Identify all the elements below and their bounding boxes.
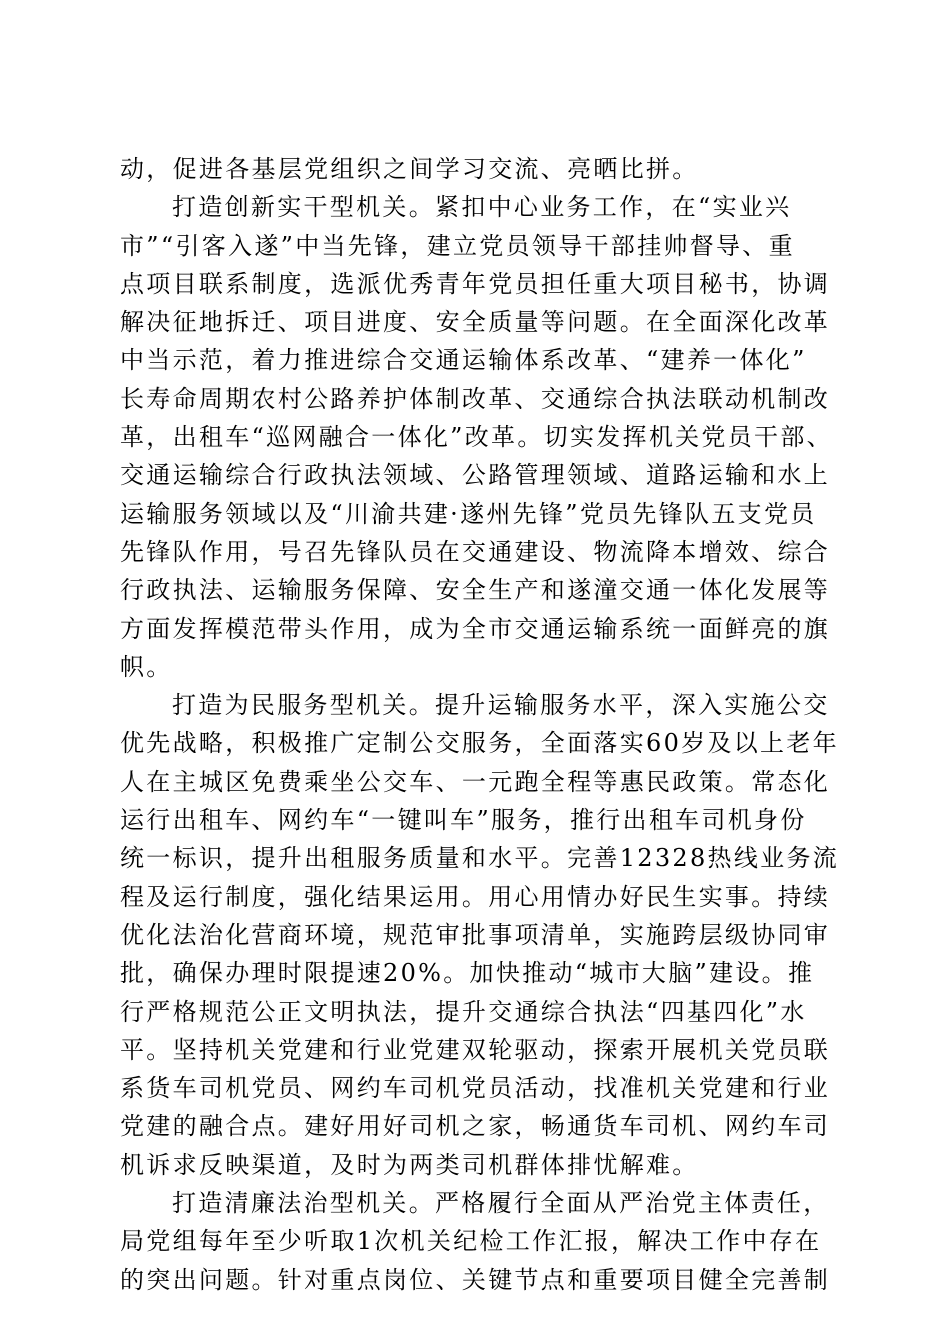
paragraph-line: 人在主城区免费乘坐公交车、一元跑全程等惠民政策。常态化 [120, 767, 831, 796]
paragraph-first-line: 打造清廉法治型机关。严格履行全面从严治党主体责任， [172, 1189, 830, 1218]
paragraph-line: 动，促进各基层党组织之间学习交流、亮晒比拼。 [120, 155, 699, 183]
paragraph-line: 中当示范，着力推进综合交通运输体系改革、“建养一体化” [120, 346, 807, 375]
paragraph-line: 的突出问题。针对重点岗位、关键节点和重要项目健全完善制 [120, 1265, 831, 1294]
document-body [120, 150, 840, 1299]
paragraph-line: 行严格规范公正文明执法，提升交通综合执法“四基四化”水 [120, 997, 807, 1026]
paragraph-line: 局党组每年至少听取1次机关纪检工作汇报，解决工作中存在 [120, 1227, 822, 1256]
paragraph-line: 行政执法、运输服务保障、安全生产和遂潼交通一体化发展等 [120, 576, 831, 605]
paragraph-line: 批，确保办理时限提速20%。加快推动“城市大脑”建设。推 [120, 959, 815, 988]
paragraph-first-line: 打造为民服务型机关。提升运输服务水平，深入实施公交 [172, 691, 830, 720]
paragraph-line: 点项目联系制度，选派优秀青年党员担任重大项目秘书，协调 [120, 269, 831, 298]
paragraph-line: 长寿命周期农村公路养护体制改革、交通综合执法联动机制改 [120, 384, 831, 413]
paragraph-line: 市”“引客入遂”中当先锋，建立党员领导干部挂帅督导、重 [120, 231, 795, 260]
paragraph-line: 平。坚持机关党建和行业党建双轮驱动，探索开展机关党员联 [120, 1035, 831, 1064]
paragraph-line: 运输服务领域以及“川渝共建·遂州先锋”党员先锋队五支党员 [120, 499, 817, 528]
paragraph-first-line: 打造创新实干型机关。紧扣中心业务工作，在“实业兴 [172, 193, 792, 222]
paragraph-line: 系货车司机党员、网约车司机党员活动，找准机关党建和行业 [120, 1074, 831, 1103]
paragraph-line: 方面发挥模范带头作用，成为全市交通运输系统一面鲜亮的旗 [120, 614, 831, 643]
paragraph-line: 革，出租车“巡网融合一体化”改革。切实发挥机关党员干部、 [120, 423, 833, 452]
paragraph-line: 优先战略，积极推广定制公交服务，全面落实60岁及以上老年 [120, 729, 839, 758]
paragraph-line: 运行出租车、网约车“一键叫车”服务，推行出租车司机身份 [120, 806, 807, 835]
paragraph-line: 帜。 [120, 652, 173, 681]
paragraph-line: 党建的融合点。建好用好司机之家，畅通货车司机、网约车司 [120, 1112, 831, 1141]
paragraph-line: 机诉求反映渠道，及时为两类司机群体排忧解难。 [120, 1150, 699, 1179]
paragraph-line: 优化法治化营商环境，规范审批事项清单，实施跨层级协同审 [120, 920, 831, 949]
paragraph-line: 程及运行制度，强化结果运用。用心用情办好民生实事。持续 [120, 882, 831, 911]
paragraph-line: 先锋队作用，号召先锋队员在交通建设、物流降本增效、综合 [120, 537, 831, 566]
paragraph-line: 统一标识，提升出租服务质量和水平。完善12328热线业务流 [120, 844, 840, 873]
paragraph-line: 解决征地拆迁、项目进度、安全质量等问题。在全面深化改革 [120, 308, 831, 337]
paragraph-line: 交通运输综合行政执法领域、公路管理领域、道路运输和水上 [120, 461, 831, 490]
